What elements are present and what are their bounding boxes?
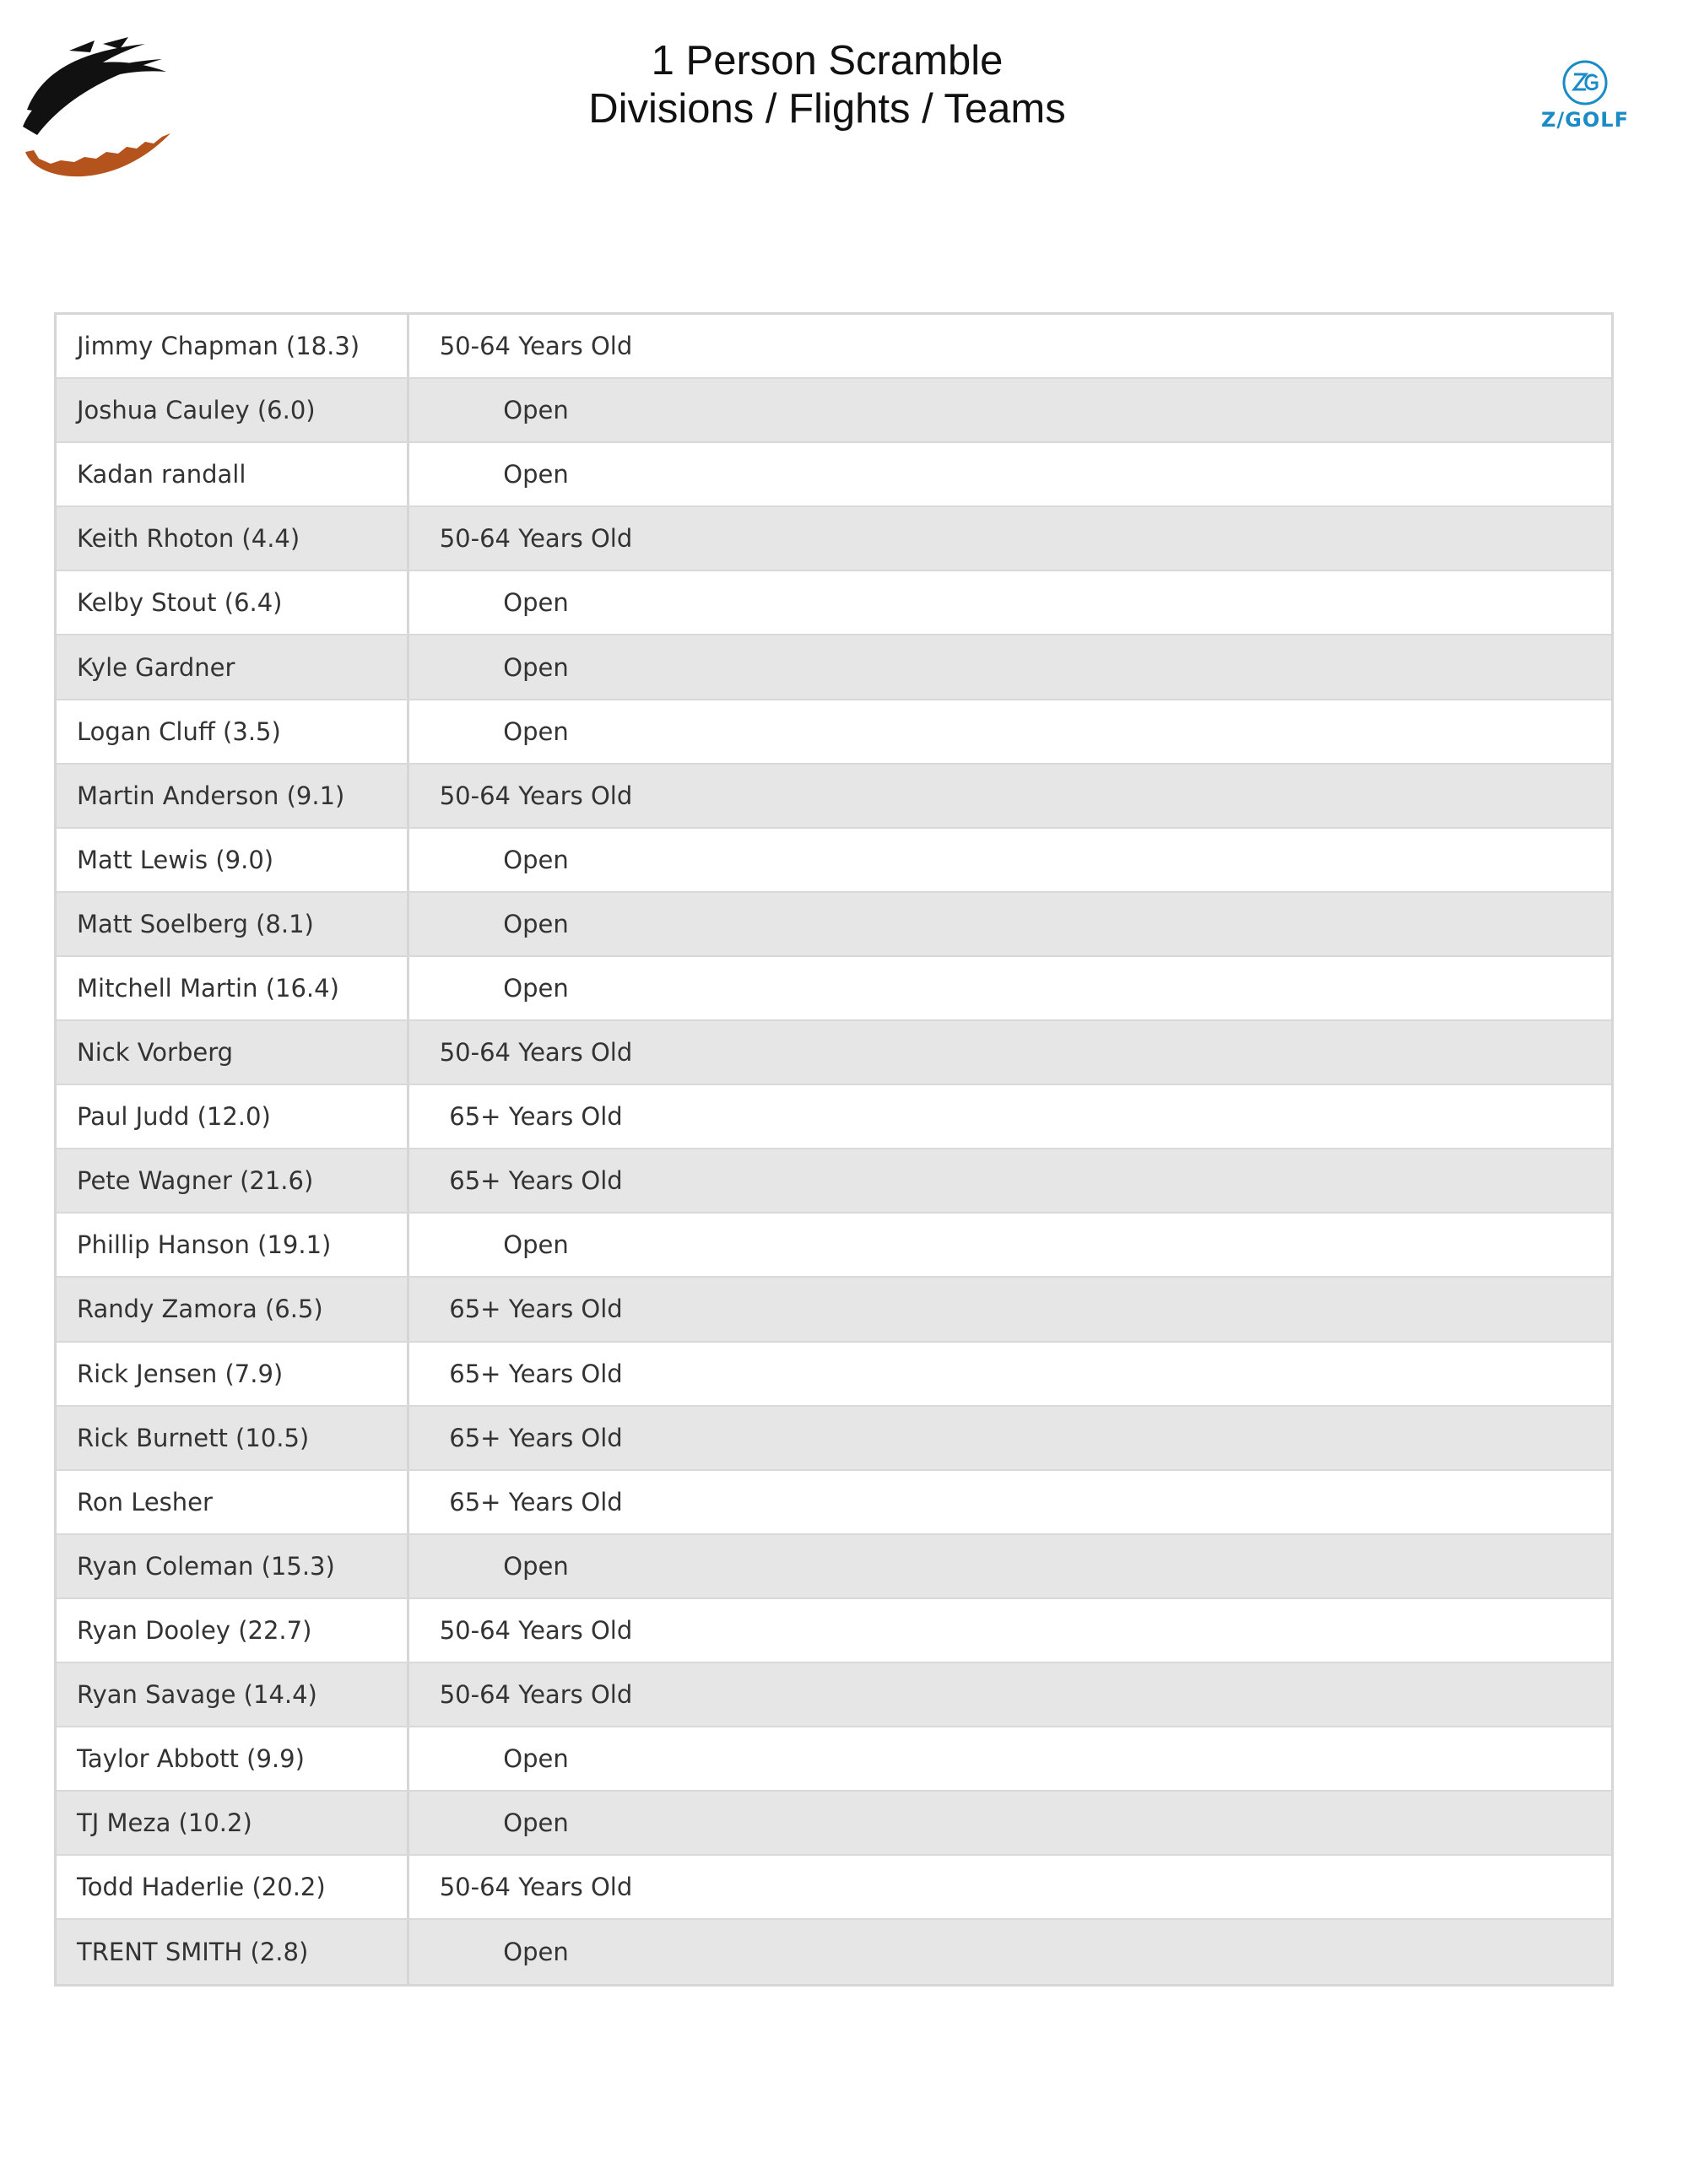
player-name-cell: Pete Wagner (21.6)	[57, 1149, 409, 1212]
division-cell: Open	[503, 652, 569, 682]
player-name-cell: Taylor Abbott (9.9)	[57, 1727, 409, 1790]
division-cell: Open	[503, 1938, 569, 1967]
table-row	[57, 1599, 1611, 1663]
division-cell: Open	[503, 1744, 569, 1774]
division-cell: Open	[503, 909, 569, 938]
division-cell: 50-64 Years Old	[439, 1038, 633, 1068]
table-row	[57, 1214, 1611, 1278]
division-cell: Open	[503, 845, 569, 874]
division-cell: 65+ Years Old	[449, 1423, 623, 1452]
player-name-cell: Matt Soelberg (8.1)	[57, 893, 409, 955]
division-cell: 50-64 Years Old	[439, 524, 633, 554]
table-row	[57, 315, 1611, 379]
division-cell: Open	[503, 1808, 569, 1838]
player-name-cell: Kelby Stout (6.4)	[57, 571, 409, 634]
player-name-cell: Matt Lewis (9.0)	[57, 829, 409, 891]
table-row	[57, 1535, 1611, 1599]
division-cell: 65+ Years Old	[449, 1102, 623, 1132]
table-row	[57, 1792, 1611, 1856]
document-title	[0, 37, 1654, 133]
player-name-cell: TJ Meza (10.2)	[57, 1792, 409, 1854]
table-row	[57, 893, 1611, 957]
table-row	[57, 1085, 1611, 1149]
table-row	[57, 443, 1611, 507]
division-cell: 50-64 Years Old	[439, 332, 633, 361]
player-name-cell: Kadan randall	[57, 443, 409, 505]
zgolf-logo-text: Z/GOLF	[1541, 108, 1629, 132]
table-row	[57, 1856, 1611, 1920]
player-name-cell: Randy Zamora (6.5)	[57, 1278, 409, 1340]
player-name-cell: Nick Vorberg	[57, 1021, 409, 1084]
division-cell: Open	[503, 396, 569, 425]
player-name-cell: Phillip Hanson (19.1)	[57, 1214, 409, 1276]
division-cell: Open	[503, 716, 569, 746]
division-cell: Open	[503, 1230, 569, 1260]
table-row	[57, 635, 1611, 700]
player-name-cell: Todd Haderlie (20.2)	[57, 1856, 409, 1918]
player-name-cell: Jimmy Chapman (18.3)	[57, 315, 409, 377]
player-name-cell: Joshua Cauley (6.0)	[57, 379, 409, 441]
table-row	[57, 1407, 1611, 1471]
division-cell: Open	[503, 460, 569, 489]
player-name-cell: Mitchell Martin (16.4)	[57, 957, 409, 1019]
player-name-cell: Rick Jensen (7.9)	[57, 1343, 409, 1405]
table-row	[57, 1021, 1611, 1085]
table-row	[57, 571, 1611, 635]
table-row	[57, 957, 1611, 1021]
division-cell: Open	[503, 1551, 569, 1581]
player-name-cell: Keith Rhoton (4.4)	[57, 507, 409, 570]
player-name-cell: Ryan Savage (14.4)	[57, 1663, 409, 1726]
player-name-cell: Logan Cluff (3.5)	[57, 700, 409, 763]
division-cell: 50-64 Years Old	[439, 1873, 633, 1902]
table-row	[57, 700, 1611, 765]
player-name-cell: Rick Burnett (10.5)	[57, 1407, 409, 1469]
division-cell: 65+ Years Old	[449, 1166, 623, 1196]
table-row	[57, 507, 1611, 571]
division-cell: Open	[503, 588, 569, 618]
table-row	[57, 1343, 1611, 1407]
division-cell: 65+ Years Old	[449, 1487, 623, 1516]
table-row	[57, 765, 1611, 829]
table-row	[57, 379, 1611, 443]
table-row	[57, 829, 1611, 893]
table-row	[57, 1920, 1611, 1984]
zgolf-logo-icon	[1560, 59, 1610, 106]
player-name-cell: Kyle Gardner	[57, 635, 409, 698]
table-row	[57, 1471, 1611, 1535]
title-line-event: 1 Person Scramble	[651, 38, 1004, 84]
division-cell: 50-64 Years Old	[439, 781, 633, 810]
division-cell: 65+ Years Old	[449, 1359, 623, 1388]
player-name-cell: Paul Judd (12.0)	[57, 1085, 409, 1148]
division-cell: 50-64 Years Old	[439, 1615, 633, 1645]
division-cell: 65+ Years Old	[449, 1295, 623, 1324]
zgolf-logo	[1534, 59, 1636, 135]
table-row	[57, 1149, 1611, 1214]
table-row	[57, 1278, 1611, 1342]
player-name-cell: Ryan Coleman (15.3)	[57, 1535, 409, 1597]
player-name-cell: TRENT SMITH (2.8)	[57, 1920, 409, 1984]
title-line-section: Divisions / Flights / Teams	[588, 86, 1066, 132]
player-name-cell: Ron Lesher	[57, 1471, 409, 1533]
player-division-table	[54, 312, 1614, 1987]
division-cell: Open	[503, 973, 569, 1003]
division-cell: 50-64 Years Old	[439, 1680, 633, 1710]
player-name-cell: Martin Anderson (9.1)	[57, 765, 409, 827]
table-row	[57, 1727, 1611, 1792]
player-name-cell: Ryan Dooley (22.7)	[57, 1599, 409, 1662]
table-row	[57, 1663, 1611, 1727]
